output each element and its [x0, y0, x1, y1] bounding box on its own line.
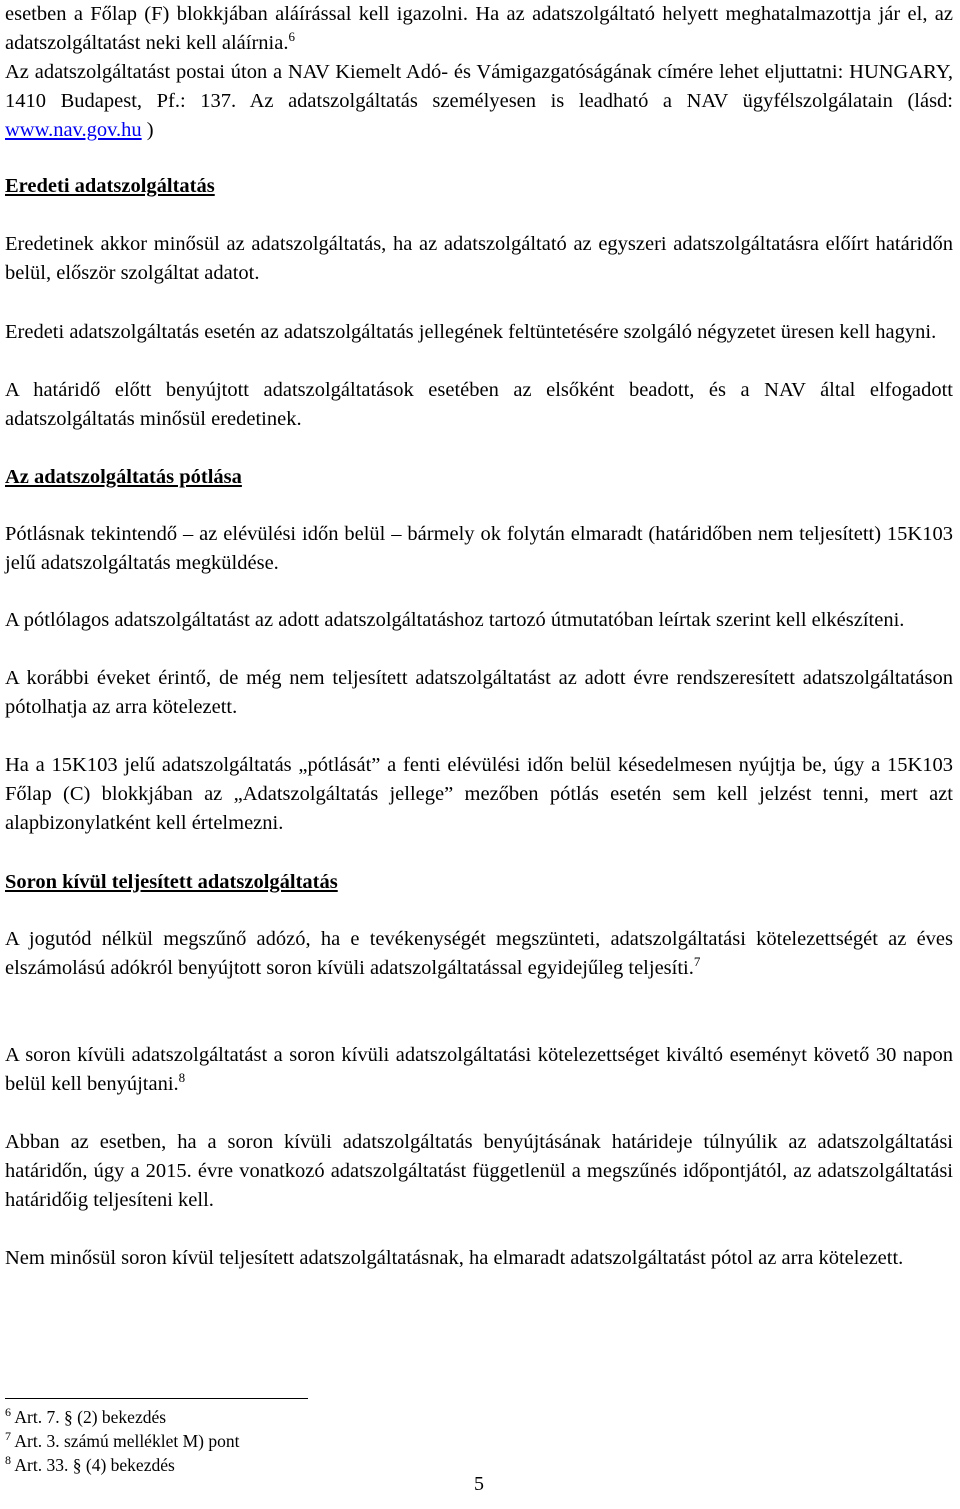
soron-kivul-paragraph-2 [5, 1041, 953, 1099]
section-heading-potlas: Az adatszolgáltatás pótlása [5, 466, 242, 488]
footnote-text: Art. 7. § (2) bekezdés [14, 1407, 167, 1427]
nav-website-link[interactable]: www.nav.gov.hu [5, 119, 142, 141]
footnote-item [5, 1453, 239, 1477]
soron-kivul-paragraph-1 [5, 925, 953, 983]
intro-text-2-end: ) [141, 119, 154, 141]
soron-kivul-text-2: A soron kívüli adatszolgáltatást a soron kívüli adatszolgáltatási kötelezettséget kiváltó eseményt követő 30 napon belül kell benyújtani. [5, 1044, 953, 1095]
potlas-paragraph-4: Ha a 15K103 jelű adatszolgáltatás „pótlását” a fenti elévülési időn belül késedelmesen nyújtja be, úgy a 15K103 Főlap (C) blokkjában az „Adatszolgáltatás jellege” mezőben pótlás esetén sem kell jelzést tenni, mert azt alapbizonylatként kell értelmezni. [5, 754, 953, 834]
footnote-number: 7 [5, 1429, 11, 1444]
eredeti-paragraph-1: Eredetinek akkor minősül az adatszolgáltatás, ha az adatszolgáltató az egyszeri adatszolgáltatásra előírt határidőn belül, először szolgáltat adatot. [5, 233, 953, 284]
footnote-text: Art. 33. § (4) bekezdés [14, 1455, 175, 1475]
footnote-item [5, 1405, 239, 1429]
footnote-text: Art. 3. számú melléklet M) pont [14, 1431, 240, 1451]
footnote-ref-7: 7 [693, 954, 701, 970]
soron-kivul-paragraph-4: Nem minősül soron kívül teljesített adatszolgáltatásnak, ha elmaradt adatszolgáltatást pótol az arra kötelezett. [5, 1247, 904, 1269]
intro-text-1: esetben a Főlap (F) blokkjában aláírással kell igazolni. Ha az adatszolgáltató helyett meghatalmazottja jár el, az adatszolgáltatást neki kell aláírnia. [5, 3, 953, 54]
intro-text-2: Az adatszolgáltatást postai úton a NAV Kiemelt Adó- és Vámigazgatóságának címére lehet eljuttatni: HUNGARY, 1410 Budapest, Pf.: 137. Az adatszolgáltatás személyesen is leadható a NAV ügyfélszolgálatain (lásd: [5, 61, 953, 112]
intro-paragraph-2 [5, 58, 953, 145]
potlas-paragraph-1: Pótlásnak tekintendő – az elévülési időn belül – bármely ok folytán elmaradt (határidőben nem teljesített) 15K103 jelű adatszolgáltatás megküldése. [5, 523, 953, 574]
footnote-number: 6 [5, 1405, 11, 1420]
eredeti-paragraph-2: Eredeti adatszolgáltatás esetén az adatszolgáltatás jellegének feltüntetésére szolgáló négyzetet üresen kell hagyni. [5, 321, 937, 343]
potlas-paragraph-3: A korábbi éveket érintő, de még nem teljesített adatszolgáltatást az adott évre rendszeresített adatszolgáltatáson pótolhatja az arra kötelezett. [5, 667, 953, 718]
footnote-number: 8 [5, 1453, 11, 1468]
section-heading-eredeti: Eredeti adatszolgáltatás [5, 175, 215, 197]
intro-paragraph-1 [5, 0, 953, 58]
footnote-separator [5, 1398, 308, 1399]
footnote-ref-8: 8 [178, 1070, 186, 1086]
potlas-paragraph-2: A pótlólagos adatszolgáltatást az adott adatszolgáltatáshoz tartozó útmutatóban leírtak szerint kell elkészíteni. [5, 609, 905, 631]
footnote-ref-6: 6 [288, 29, 295, 45]
footnotes [5, 1405, 239, 1477]
footnote-item [5, 1429, 239, 1453]
eredeti-paragraph-3: A határidő előtt benyújtott adatszolgáltatások esetében az elsőként beadott, és a NAV által elfogadott adatszolgáltatás minősül eredetinek. [5, 379, 953, 430]
section-heading-soron-kivul: Soron kívül teljesített adatszolgáltatás [5, 871, 338, 893]
soron-kivul-paragraph-3: Abban az esetben, ha a soron kívüli adatszolgáltatás benyújtásának határideje túlnyúlik az adatszolgáltatási határidőn, úgy a 2015. évre vonatkozó adatszolgáltatást függetlenül a megszűnés időpontjától, az adatszolgáltatási határidőig teljesíteni kell. [5, 1131, 953, 1211]
soron-kivul-text-1: A jogutód nélkül megszűnő adózó, ha e tevékenységét megszünteti, adatszolgáltatási kötelezettségét az éves elszámolású adókról benyújtott soron kívüli adatszolgáltatással egyidejűleg teljesíti. [5, 928, 953, 979]
page-number: 5 [474, 1473, 484, 1495]
